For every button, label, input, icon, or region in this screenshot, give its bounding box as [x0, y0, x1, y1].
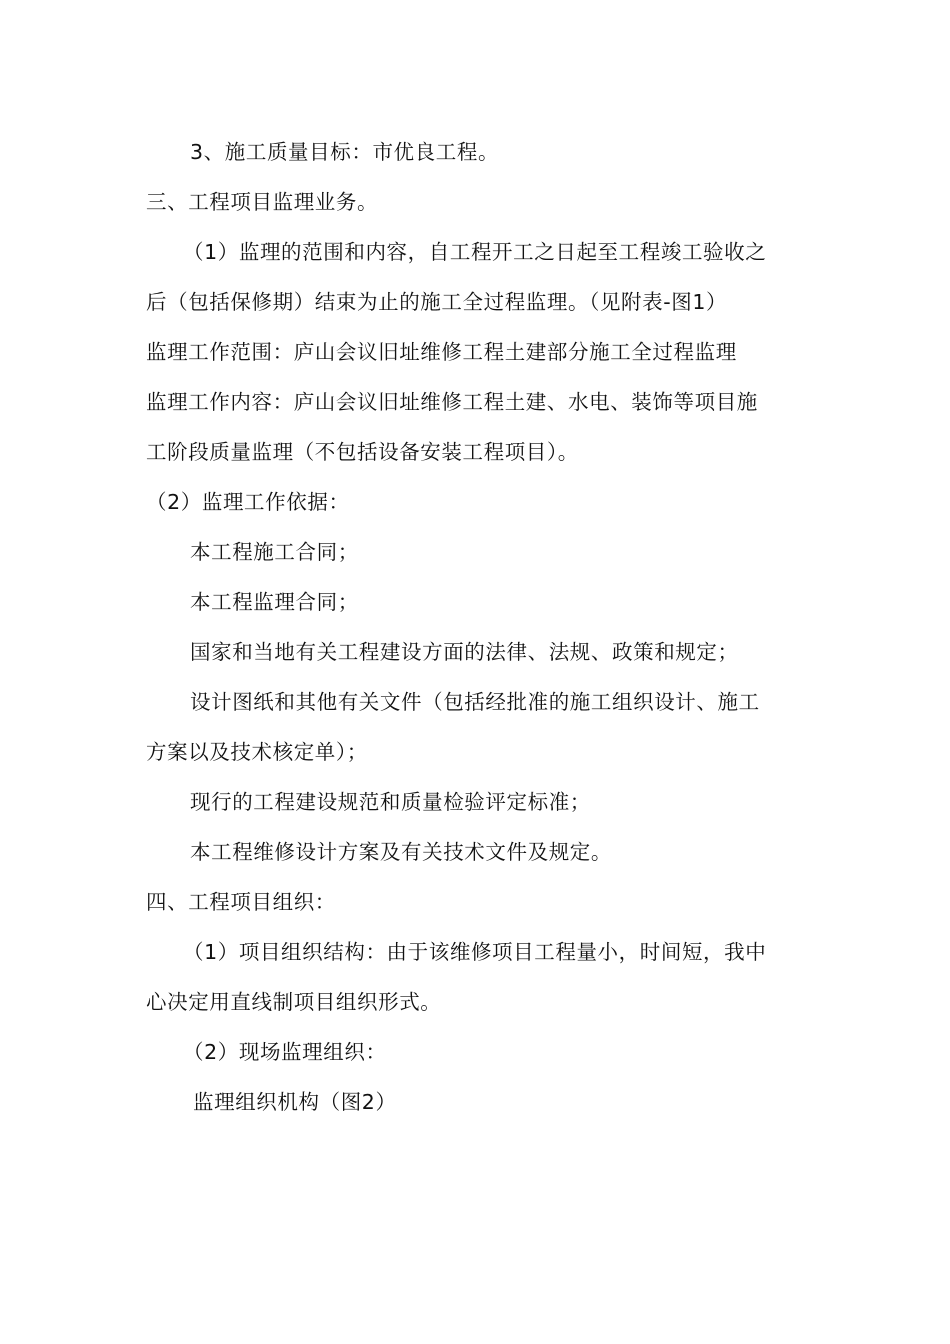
list-item-repair-design: 本工程维修设计方案及有关技术文件及规定。 [190, 840, 612, 864]
text-line-work-range: 监理工作范围：庐山会议旧址维修工程土建部分施工全过程监理 [146, 340, 737, 364]
text-line-scope-1: （1）监理的范围和内容，自工程开工之日起至工程竣工验收之 [183, 240, 767, 264]
list-item-laws-regulations: 国家和当地有关工程建设方面的法律、法规、政策和规定； [190, 640, 739, 664]
text-line-scope-2: 后（包括保修期）结束为止的施工全过程监理。（见附表-图1） [146, 290, 728, 314]
heading-section-four: 四、工程项目组织： [146, 890, 336, 914]
text-line-site-organization: （2）现场监理组织： [183, 1040, 387, 1064]
text-line-figure-2-caption: 监理组织机构（图2） [193, 1090, 397, 1114]
list-item-standards: 现行的工程建设规范和质量检验评定标准； [190, 790, 591, 814]
text-line-work-content-2: 工阶段质量监理（不包括设备安装工程项目）。 [146, 440, 579, 464]
text-line-quality-goal: 3、施工质量目标：市优良工程。 [190, 140, 500, 164]
text-line-basis-heading: （2）监理工作依据： [146, 490, 350, 514]
text-line-org-structure-2: 心决定用直线制项目组织形式。 [146, 990, 442, 1014]
text-line-work-content-1: 监理工作内容：庐山会议旧址维修工程土建、水电、装饰等项目施 [146, 390, 758, 414]
list-item-design-drawings-2: 方案以及技术核定单）； [146, 740, 368, 764]
text-line-org-structure-1: （1）项目组织结构：由于该维修项目工程量小，时间短，我中 [183, 940, 767, 964]
list-item-supervision-contract: 本工程监理合同； [190, 590, 359, 614]
list-item-construction-contract: 本工程施工合同； [190, 540, 359, 564]
heading-section-three: 三、工程项目监理业务。 [146, 190, 379, 214]
list-item-design-drawings-1: 设计图纸和其他有关文件（包括经批准的施工组织设计、施工 [190, 690, 760, 714]
